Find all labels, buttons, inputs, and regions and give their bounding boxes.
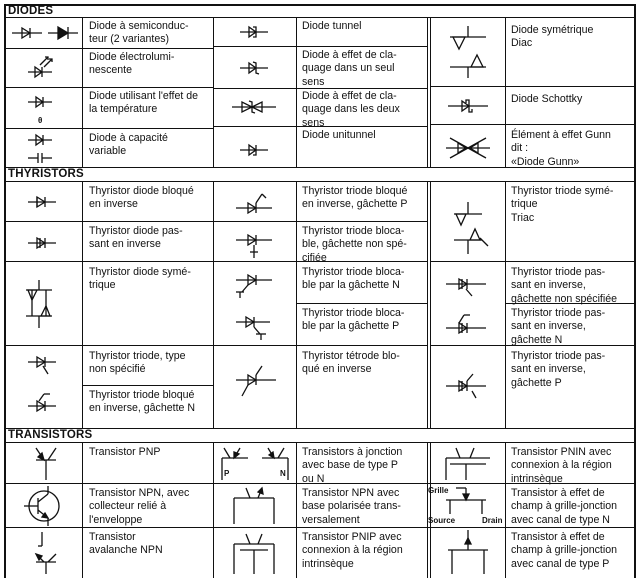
varactor-symbol-icon: [28, 132, 54, 164]
thyristor-diode-blocking-icon: [28, 192, 56, 212]
row-divider: [430, 261, 636, 262]
cell-text: Thyristor triode bloca- ble par la gâchette P: [302, 307, 405, 333]
thyristor-diode-symmetric-icon: [22, 280, 56, 328]
col-divider: [427, 17, 428, 167]
jfet-p-channel-icon: [440, 530, 496, 574]
base-p-label: P: [224, 469, 230, 478]
theta-label: θ: [38, 116, 43, 125]
base-n-label: N: [280, 469, 286, 478]
cell-text: Thyristor diode pas- sant en inverse: [89, 225, 183, 251]
col-divider: [213, 17, 214, 167]
cell-text: Diode à effet de cla- quage dans les deux sens: [302, 90, 400, 129]
col-divider: [427, 181, 428, 428]
cell-text: Diode Schottky: [511, 93, 583, 105]
pnp-transistor-icon: [30, 446, 62, 480]
cell-text: Diode utilisant l'effet de la température: [89, 90, 199, 116]
row-divider: [213, 345, 427, 346]
grille-label: Grille: [428, 486, 449, 495]
cell-text: Élément à effet Gunn dit : «Diode Gunn»: [511, 129, 611, 168]
cell-text: Thyristor triode pas- sant en inverse, gâchette N: [511, 307, 606, 346]
thyristor-gto-gate-n-icon: [232, 268, 272, 300]
thyristor-diode-conducting-icon: [28, 233, 56, 253]
pnip-transistor-icon: [226, 530, 282, 574]
cell-text: Transistor NPN, avec collecteur relié à l'enveloppe: [89, 487, 190, 526]
gunn-element-symbol-icon: [446, 134, 490, 162]
thyristor-tetrode-icon: [236, 362, 276, 402]
thyristor-gto-icon: [236, 230, 272, 258]
row-divider: [430, 86, 636, 87]
cell-text: Diode symétrique Diac: [511, 24, 594, 50]
row-divider: [4, 221, 213, 222]
junction-transistors-icon: [218, 446, 292, 480]
col-divider: [296, 17, 297, 167]
col-divider: [82, 17, 83, 167]
col-divider: [430, 17, 431, 167]
row-divider: [4, 128, 213, 129]
cell-text: Thyristor diode bloqué en inverse: [89, 185, 194, 211]
bidirectional-zener-symbol-icon: [232, 97, 276, 117]
col-divider: [296, 181, 297, 428]
cell-text: Diode à capacité variable: [89, 132, 168, 158]
col-divider: [82, 442, 83, 578]
row-divider: [4, 345, 213, 346]
cell-text: Diode unitunnel: [302, 129, 376, 141]
thyristor-gto-gate-p-icon: [236, 310, 276, 342]
row-divider: [430, 124, 636, 125]
row-divider: [4, 87, 213, 88]
thermal-diode-symbol-icon: [28, 92, 54, 126]
tunnel-diode-symbol-icon: [240, 22, 268, 42]
cell-text: Transistor à effet de champ à grille-jonction avec canal de type N: [511, 487, 617, 526]
col-divider: [430, 181, 431, 428]
cell-text: Transistor PNIP avec connexion à la région intrinsèque: [302, 531, 403, 570]
rule: [4, 442, 636, 443]
row-divider: [297, 303, 427, 304]
npn-transistor-case-icon: [24, 486, 64, 526]
cell-text: Transistor à effet de champ à grille-jonction avec canal de type P: [511, 531, 617, 570]
cell-text: Thyristor triode pas- sant en inverse, gâchette non spécifiée: [511, 266, 618, 305]
thyristor-rc-gate-n-icon: [446, 312, 486, 342]
row-divider: [4, 48, 213, 49]
col-divider: [213, 181, 214, 428]
cell-text: Thyristor triode bloca- ble par la gâchette N: [302, 266, 405, 292]
cell-text: Thyristor diode symé- trique: [89, 266, 191, 292]
col-divider: [82, 181, 83, 428]
cell-text: Thyristor triode bloca- ble, gâchette non spé- cifiée: [302, 225, 407, 264]
row-divider: [83, 385, 213, 386]
drain-label: Drain: [482, 516, 503, 525]
col-divider: [505, 17, 506, 167]
zener-diode-symbol-icon: [240, 58, 268, 78]
section-title-thyristors: THYRISTORS: [8, 168, 84, 180]
row-divider: [4, 261, 213, 262]
col-divider: [505, 181, 506, 428]
frame-right: [634, 4, 636, 578]
jfet-n-channel-icon: [426, 484, 506, 526]
cell-text: Transistor avalanche NPN: [89, 531, 163, 557]
pnin-transistor-icon: [436, 446, 500, 480]
rule: [4, 17, 636, 18]
triac-symbol-icon: [448, 202, 492, 254]
led-symbol-icon: [28, 52, 54, 84]
thyristor-rc-icon: [446, 270, 486, 298]
cell-text: Thyristor triode bloqué en inverse, gâchette N: [89, 389, 195, 415]
thyristor-gate-p-icon: [236, 190, 272, 216]
diode-symbol-icon: [12, 24, 78, 44]
col-divider: [213, 442, 214, 578]
source-label: Source: [428, 516, 456, 525]
section-title-diodes: DIODES: [8, 5, 54, 17]
npn-transverse-bias-icon: [226, 488, 282, 524]
cell-text: Transistor PNP: [89, 446, 161, 458]
avalanche-npn-icon: [30, 532, 62, 574]
cell-text: Transistors à jonction avec base de type P ou N: [302, 446, 403, 485]
thyristor-rc-gate-p-icon: [446, 372, 486, 402]
cell-text: Diode tunnel: [302, 20, 362, 32]
cell-text: Thyristor triode bloqué en inverse, gâchette P: [302, 185, 408, 211]
section-title-transistors: TRANSISTORS: [8, 429, 93, 441]
thyristor-triode-gate-n-icon: [28, 392, 56, 420]
cell-text: Diode à semiconduc- teur (2 variantes): [89, 20, 189, 46]
frame-top: [4, 4, 636, 6]
cell-text: Diode électrolumi- nescente: [89, 51, 175, 77]
cell-text: Thyristor triode pas- sant en inverse, gâchette P: [511, 350, 606, 389]
cell-text: Thyristor triode symé- trique Triac: [511, 185, 614, 224]
cell-text: Transistor PNIN avec connexion à la région intrinsèque: [511, 446, 612, 485]
frame-left: [4, 4, 6, 578]
cell-text: Transistor NPN avec base polarisée trans- versalement: [302, 487, 401, 526]
diac-symbol-icon: [444, 26, 492, 78]
cell-text: Thyristor tétrode blo- qué en inverse: [302, 350, 400, 376]
row-divider: [213, 221, 427, 222]
thyristor-triode-icon: [28, 352, 56, 376]
col-divider: [296, 442, 297, 578]
unitunnel-diode-symbol-icon: [240, 140, 268, 160]
rule: [4, 428, 636, 429]
rule: [4, 181, 636, 182]
schottky-diode-symbol-icon: [448, 96, 488, 116]
cell-text: Thyristor triode, type non spécifié: [89, 350, 186, 376]
row-divider: [213, 46, 427, 47]
cell-text: Diode à effet de cla- quage dans un seul sens: [302, 49, 397, 88]
